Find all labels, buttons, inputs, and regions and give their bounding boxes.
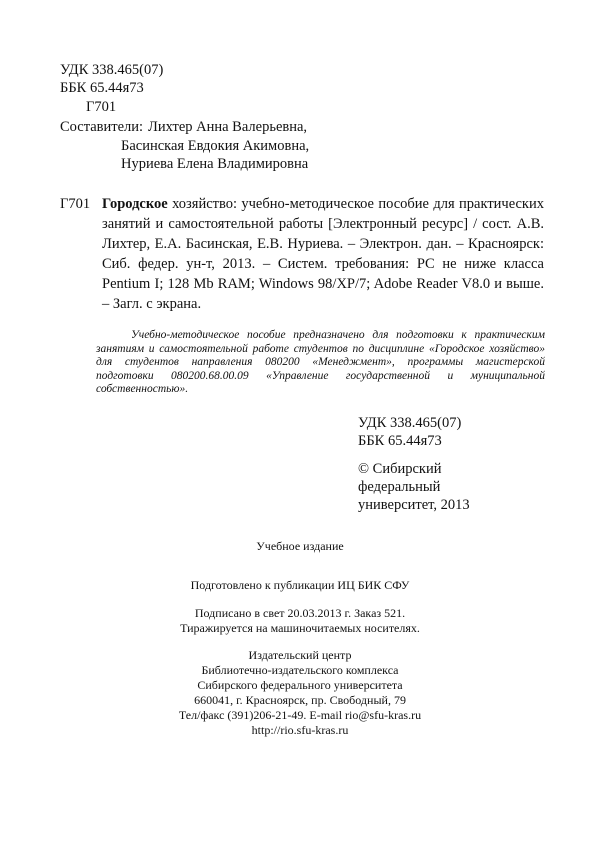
biblio-code: Г701: [60, 196, 91, 212]
publisher-line: Издательский центр: [248, 648, 352, 662]
biblio-text: хозяйство: учебно-методическое пособие для практических занятий и самостоятельной работы [Электронный ресурс] / сост. А.В. Лихтер, Е.А. Басинская, Е.В. Нуриева. – Электрон. дан. – Красноярск: Сиб. федер. ун-т, 2013. – Систем. требования: PC не ниже класса Pentium I; 128 Mb RAM; Windows 98/XP/7; Adobe Reader V8.0 и выше. – Загл. с экрана.: [102, 196, 544, 312]
bbk-code-right: ББК 65.44я73: [358, 433, 442, 449]
copyright-line: федеральный: [358, 479, 441, 495]
publisher-line: Библиотечно-издательского комплекса: [201, 663, 399, 677]
bbk-code: ББК 65.44я73: [60, 80, 144, 96]
udk-code-right: УДК 338.465(07): [358, 415, 462, 431]
copyright-line: университет, 2013: [358, 497, 470, 513]
compiler-name: Лихтер Анна Валерьевна,: [148, 119, 308, 135]
abstract: Учебно-методическое пособие предназначено для подготовки к практическим занятиям и самостоятельной работе студентов по дисциплине «Городское хозяйство» для студентов направления 080200 «Менеджмент», программы магистерской подготовки 080200.68.00.09 «Управление государственной и муниципальной собственностью».: [96, 329, 545, 396]
replication-note: Тиражируется на машиночитаемых носителях.: [180, 621, 420, 635]
udk-code: УДК 338.465(07): [60, 62, 164, 78]
prepared-by: Подготовлено к публикации ИЦ БИК СФУ: [190, 578, 410, 592]
compiler-name: Нуриева Елена Владимировна: [121, 156, 309, 172]
publisher-contact: Тел/факс (391)206-21-49. E-mail rio@sfu-kras.ru: [178, 708, 422, 722]
copyright-line: © Сибирский: [358, 461, 442, 477]
publisher-website: http://rio.sfu-kras.ru: [251, 723, 349, 737]
biblio-title-word: Городское: [102, 196, 168, 212]
signed-date: Подписано в свет 20.03.2013 г. Заказ 521.: [194, 606, 406, 620]
compiler-name: Басинская Евдокия Акимовна,: [121, 138, 310, 154]
publisher-address: 660041, г. Красноярск, пр. Свободный, 79: [194, 693, 406, 707]
edition-type: Учебное издание: [256, 539, 344, 553]
publisher-line: Сибирского федерального университета: [197, 678, 403, 692]
compilers-label: Составители:: [60, 119, 144, 135]
author-sign: Г701: [86, 99, 117, 115]
biblio-record: [102, 194, 544, 314]
